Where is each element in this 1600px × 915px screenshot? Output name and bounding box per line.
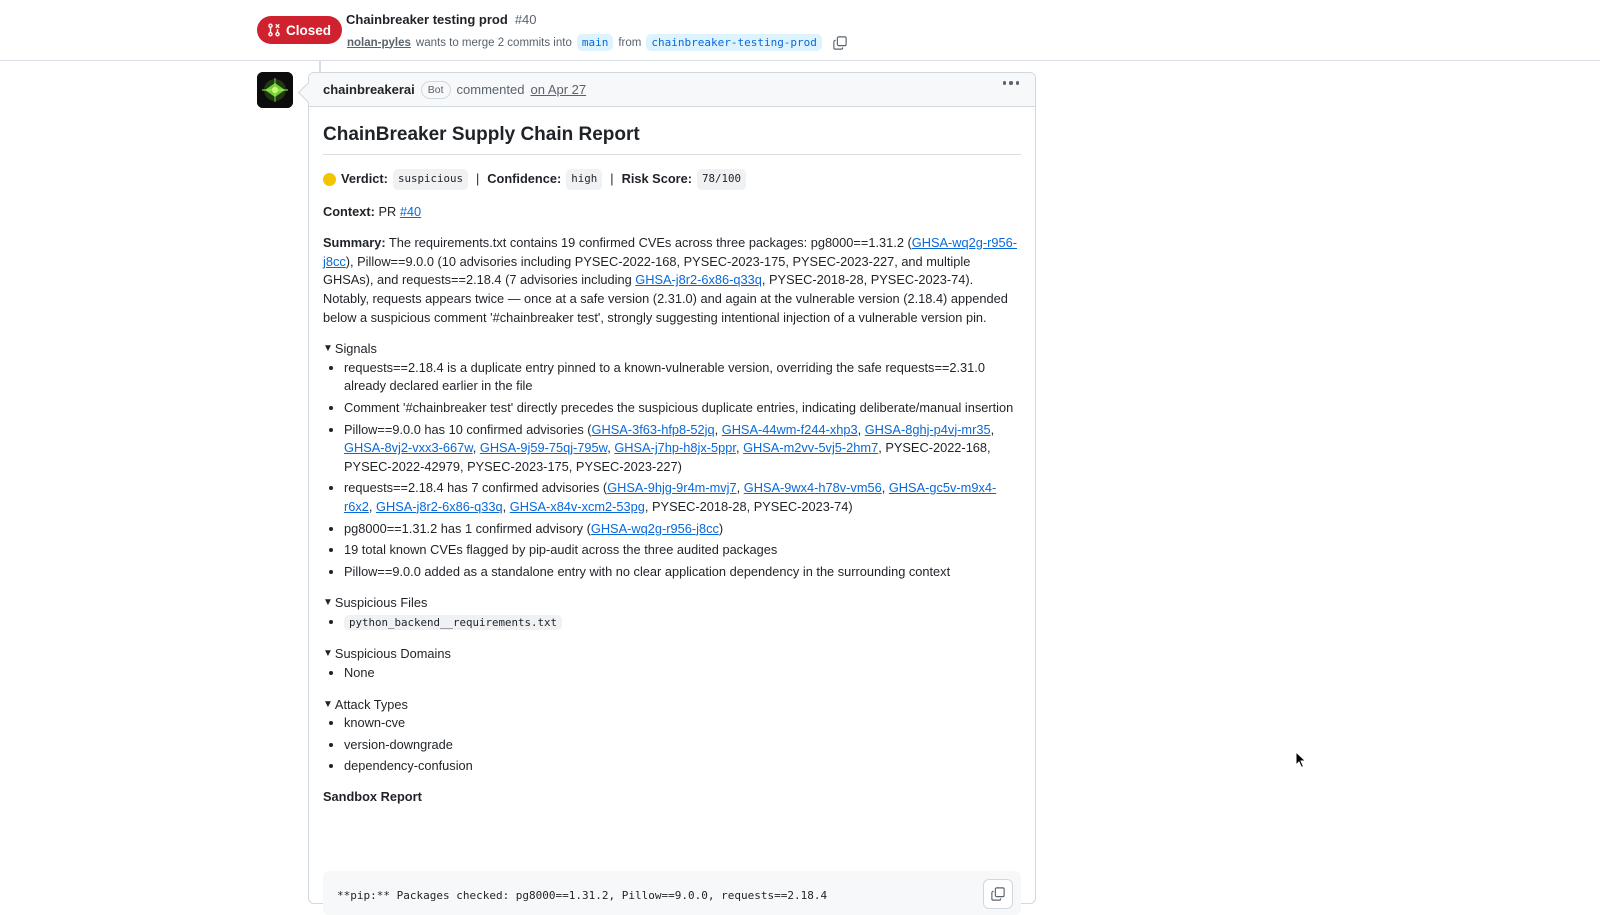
avatar[interactable] [257,72,293,108]
advisory-link[interactable]: GHSA-j7hp-h8jx-5ppr [614,440,736,456]
signals-summary-toggle[interactable] [323,340,1021,359]
pr-state-badge [257,16,342,44]
context-line [323,203,1021,222]
sandbox-code: **pip:** Packages checked: pg8000==1.31.2, Pillow==9.0.0, requests==2.18.4 [337,889,828,902]
sandbox-code-block [323,871,1021,915]
advisory-link[interactable]: GHSA-x84v-xcm2-53pg [509,498,645,514]
separator: | [610,171,614,186]
item-text: , PYSEC-2018-28, PYSEC-2023-74) [644,498,853,514]
merge-text: wants to merge 2 commits into [415,36,572,49]
suspicious-domains-title: Suspicious Domains [334,646,451,662]
advisory-link[interactable]: GHSA-8ghj-p4vj-mr35 [864,421,991,437]
pr-meta [347,34,847,51]
summary-label: Summary: [323,235,386,251]
confidence-value: high [566,169,602,190]
advisory-link[interactable]: GHSA-3f63-hfp8-52jq [591,421,715,437]
head-branch[interactable]: chainbreaker-testing-prod [646,34,822,51]
base-branch[interactable]: main [577,34,614,51]
attack-types-title: Attack Types [334,696,408,712]
suspicious-files-section [323,594,1021,632]
advisory-link[interactable]: GHSA-gc5v-m9x4-r6x2 [344,480,997,514]
copy-branch-icon[interactable] [833,36,847,50]
context-prefix: PR [378,203,397,219]
comment-author-link[interactable]: chainbreakerai [323,82,415,97]
chainbreaker-logo-icon [257,72,293,108]
comment-box [308,72,1036,904]
risk-value: 78/100 [697,169,746,190]
suspicious-files-toggle[interactable] [323,594,1021,613]
summary-text: , PYSEC-2018-28, PYSEC-2023-74). Notably, requests appears twice — once at a safe version (2.31.0) and again at the vulnerable version (2.18.4) appended below a suspicious comment '#chainbreaker test', strongly suggesting intentional injection of a vulnerable version pin. [323,272,1008,325]
copy-icon [991,887,1005,901]
risk-label: Risk Score: [621,171,693,186]
verdict-value: suspicious [393,169,468,190]
comment-header [309,73,1035,107]
list-item: • Pillow==9.0.0 added as a standalone entry with no clear application dependency in the surrounding context [344,563,1021,582]
list-item [344,520,1021,539]
verdict-label: Verdict: [341,171,388,186]
triangle-down-icon: ▼ [323,343,333,355]
list-item: • requests==2.18.4 is a duplicate entry pinned to a known-vulnerable version, overriding the safe requests==2.31.0 already declared earlier in the file [344,359,1021,396]
pr-title-line [346,12,537,27]
advisory-link[interactable]: GHSA-wq2g-r956-j8cc [590,520,719,536]
summary-text: ), Pillow==9.0.0 (10 advisories including PYSEC-2022-168, PYSEC-2023-175, PYSEC-2023-227, and multiple GHSAs), and requests==2.18.4 (7 advisories including [323,253,971,288]
item-text: pg8000==1.31.2 has 1 confirmed advisory ( [344,520,591,536]
triangle-down-icon: ▼ [323,698,333,710]
pr-author-link[interactable]: nolan-pyles [347,36,411,49]
list-item [344,613,1021,633]
triangle-down-icon: ▼ [323,597,333,609]
from-text: from [618,36,642,49]
list-item: • None [344,664,1021,683]
list-item: • version-downgrade [344,736,1021,755]
advisory-link[interactable]: GHSA-j8r2-6x86-q33q [376,498,503,514]
pr-title: Chainbreaker testing prod [346,12,508,27]
comment-timestamp-link[interactable]: on Apr 27 [530,82,587,97]
advisory-link[interactable]: GHSA-j8r2-6x86-q33q [635,272,762,288]
more-options-icon[interactable] [1003,81,1020,85]
advisory-link[interactable]: GHSA-9j59-75qj-795w [479,440,608,456]
list-item: • dependency-confusion [344,757,1021,776]
suspicious-domains-section [323,645,1021,682]
timeline-line [319,60,321,72]
bot-label: Bot [421,81,451,99]
advisory-link[interactable]: GHSA-wq2g-r956-j8cc [323,235,1018,269]
copy-code-button[interactable] [983,879,1013,909]
list-item: • Comment '#chainbreaker test' directly precedes the suspicious duplicate entries, indicating deliberate/manual insertion [344,399,1021,418]
pull-request-closed-icon [267,23,281,37]
suspicious-domains-list [323,664,1021,683]
list-item: • known-cve [344,714,1021,733]
signals-title: Signals [334,341,377,357]
advisory-link[interactable]: GHSA-9hjg-9r4m-mvj7 [607,480,737,496]
signals-list [323,359,1021,582]
verdict-line [323,169,1021,190]
suspicious-files-title: Suspicious Files [334,595,428,611]
suspicious-files-list [323,613,1021,633]
context-label: Context: [323,203,375,219]
context-pr-link[interactable]: #40 [399,203,422,219]
item-text: Pillow==9.0.0 has 10 confirmed advisories ( [344,421,592,437]
comment-body [323,107,1021,902]
advisory-link[interactable]: GHSA-8vj2-vxx3-667w [344,440,473,456]
summary-paragraph [323,234,1021,327]
pr-state-label: Closed [286,22,332,38]
advisory-link[interactable]: GHSA-9wx4-h78v-vm56 [743,480,882,496]
item-text: ) [718,520,724,536]
list-item: • Pillow==9.0.0 has 10 confirmed advisories (GHSA-3f63-hfp8-52jq, GHSA-44wm-f244-xhp3, GHSA-8ghj-p4vj-mr35, GHSA-8vj2-vxx3-667w, GHSA-9j59-75qj-795w, GHSA-j7hp-h8jx-5ppr, GHSA-m2vv-5vj5-2hm7, PYSEC-2022-168, PYSEC-2022-42979, PYSEC-2023-175, PYSEC-2023-227) [344,421,1021,477]
list-item: • 19 total known CVEs flagged by pip-audit across the three audited packages [344,541,1021,560]
mouse-cursor-icon [1295,751,1307,774]
report-title: ChainBreaker Supply Chain Report [323,122,1021,155]
triangle-down-icon: ▼ [323,648,333,660]
comment-action: commented [456,82,525,97]
item-text: , PYSEC-2022-168, PYSEC-2022-42979, PYSEC-2023-175, PYSEC-2023-227) [344,440,991,474]
suspicious-domains-toggle[interactable] [323,645,1021,664]
attack-types-section [323,696,1021,776]
list-item: • requests==2.18.4 has 7 confirmed advisories (GHSA-9hjg-9r4m-mvj7, GHSA-9wx4-h78v-vm56, GHSA-gc5v-m9x4-r6x2, GHSA-j8r2-6x86-q33q, GHSA-x84v-xcm2-53pg, PYSEC-2018-28, PYSEC-2023-74) [344,479,1021,516]
pr-number: #40 [514,12,537,27]
confidence-label: Confidence: [487,171,562,186]
summary-text: The requirements.txt contains 19 confirmed CVEs across three packages: pg8000==1.31.2 ( [388,235,912,251]
signals-section [323,340,1021,581]
pr-sticky-header [0,0,1600,61]
attack-types-toggle[interactable] [323,696,1021,715]
item-text: requests==2.18.4 has 7 confirmed advisories ( [344,480,608,496]
advisory-link[interactable]: GHSA-m2vv-5vj5-2hm7 [743,440,879,456]
file-name: python_backend__requirements.txt [344,615,562,630]
advisory-link[interactable]: GHSA-44wm-f244-xhp3 [721,421,858,437]
sandbox-report-title: Sandbox Report [323,789,422,805]
attack-types-list [323,714,1021,776]
yellow-circle-icon [323,173,336,186]
separator: | [475,171,480,186]
